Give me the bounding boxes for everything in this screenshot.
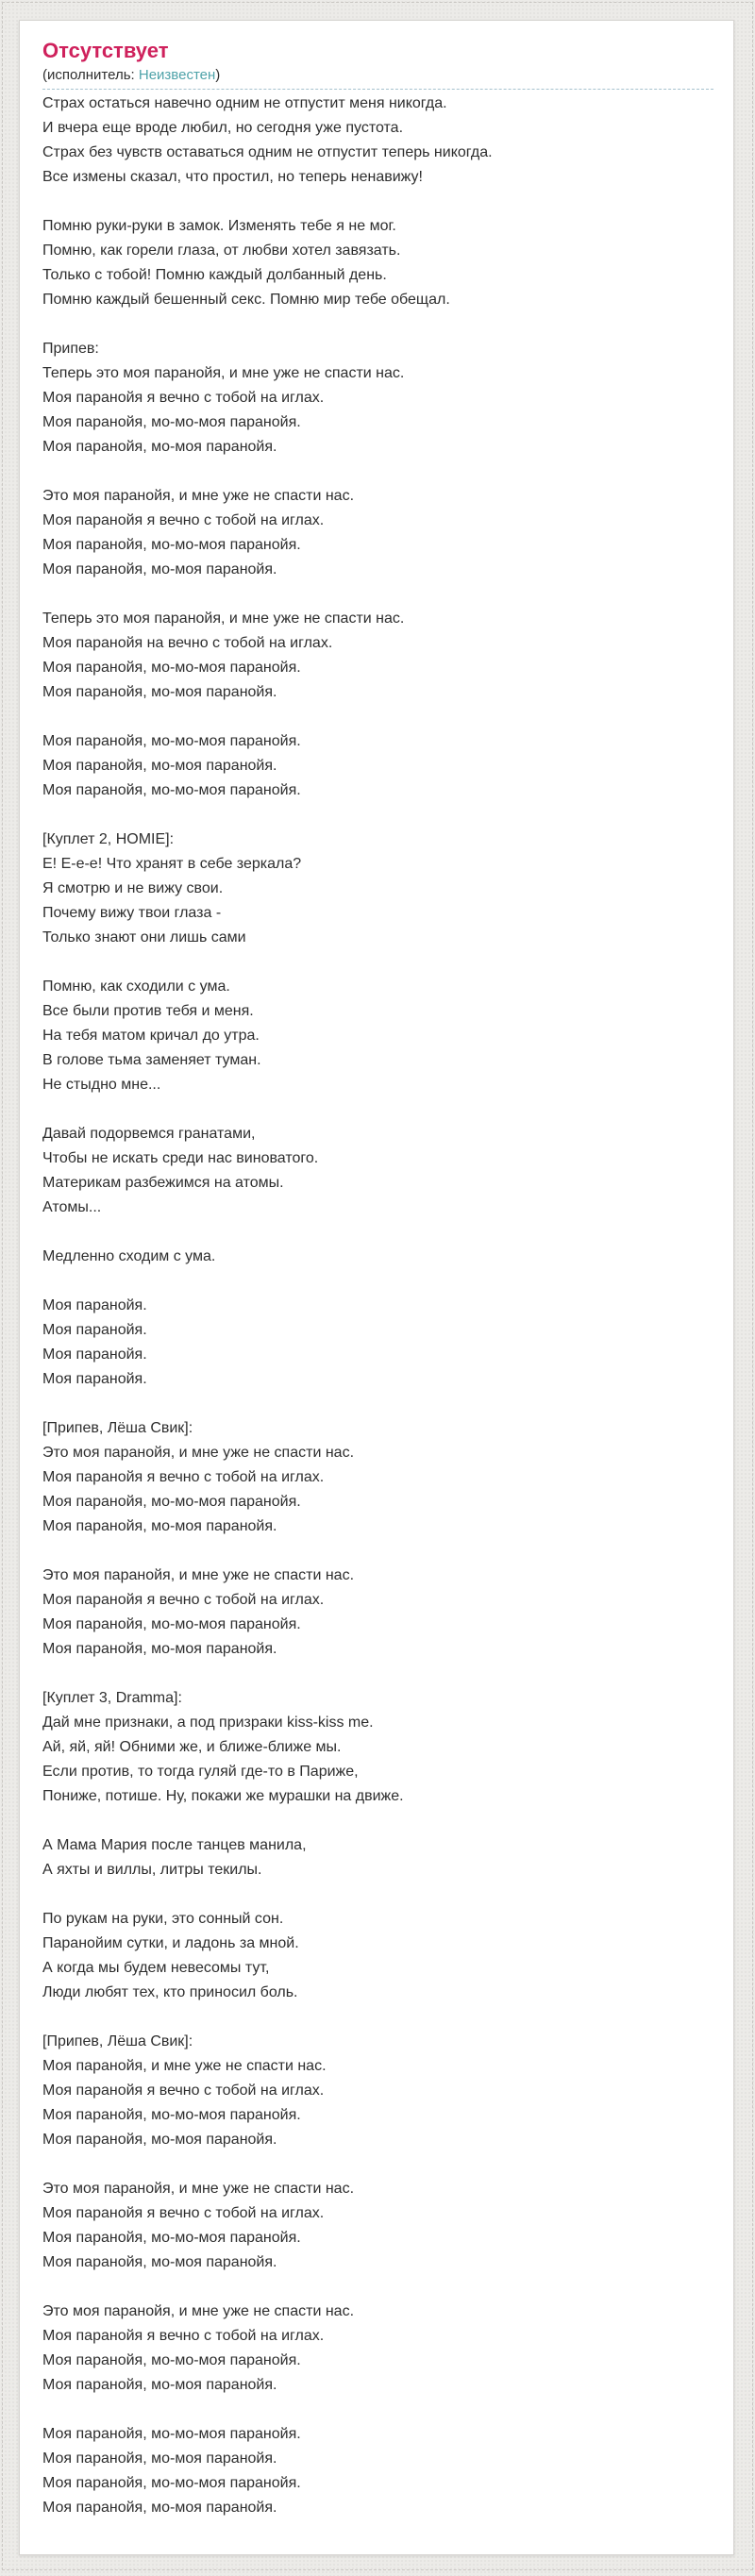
lyric-line: Моя паранойя, мо-моя паранойя. (42, 439, 277, 455)
artist-row (42, 66, 713, 85)
lyric-line: Моя паранойя я вечно с тобой на иглах. (42, 390, 325, 406)
stanza (42, 1564, 713, 1662)
lyric-line: Это моя паранойя, и мне уже не спасти нас. (42, 2303, 355, 2319)
lyric-line: А яхты и виллы, литры текилы. (42, 1862, 262, 1878)
lyric-line: Е! Е-е-е! Что хранят в себе зеркала? (42, 856, 302, 872)
lyric-line: Моя паранойя, мо-мо-моя паранойя. (42, 537, 301, 553)
lyric-line: Моя паранойя, мо-мо-моя паранойя. (42, 1494, 301, 1510)
stanza (42, 2422, 713, 2520)
lyric-line: [Припев, Лёша Свик]: (42, 2033, 193, 2049)
lyric-line: Только знают они лишь сами (42, 929, 246, 945)
stanza (42, 484, 713, 582)
lyric-line: Моя паранойя я вечно с тобой на иглах. (42, 512, 325, 528)
lyric-line: Помню, как сходили с ума. (42, 979, 230, 995)
lyric-line: Моя паранойя. (42, 1347, 147, 1363)
stanza (42, 828, 713, 950)
lyric-line: Моя паранойя я вечно с тобой на иглах. (42, 1469, 325, 1485)
lyric-line: Помню руки-руки в замок. Изменять тебе я не мог. (42, 218, 396, 234)
lyric-line: Моя паранойя, мо-моя паранойя. (42, 1641, 277, 1657)
lyric-line: [Припев, Лёша Свик]: (42, 1420, 193, 1436)
lyric-line: Все были против тебя и меня. (42, 1003, 254, 1019)
lyric-line: По рукам на руки, это сонный сон. (42, 1911, 284, 1927)
lyric-line: Моя паранойя, мо-мо-моя паранойя. (42, 2426, 301, 2442)
song-title-link[interactable]: Отсутствует (42, 39, 169, 62)
lyric-line: Только с тобой! Помню каждый долбанный день. (42, 267, 387, 283)
lyric-line: Припев: (42, 341, 99, 357)
lyric-line: Моя паранойя я вечно с тобой на иглах. (42, 2083, 325, 2099)
stanza (42, 2177, 713, 2275)
lyric-line: Моя паранойя. (42, 1322, 147, 1338)
lyric-line: Страх остаться навечно одним не отпустит меня никогда. (42, 95, 447, 111)
lyric-line: Это моя паранойя, и мне уже не спасти нас. (42, 1567, 355, 1583)
lyric-line: Помню каждый бешенный секс. Помню мир тебе обещал. (42, 292, 450, 308)
lyric-line: Почему вижу твои глаза - (42, 905, 222, 921)
lyric-line: Страх без чувств оставаться одним не отпустит теперь никогда. (42, 144, 493, 160)
lyric-line: Моя паранойя. (42, 1371, 147, 1387)
lyric-line: В голове тьма заменяет туман. (42, 1052, 261, 1068)
lyric-line: На тебя матом кричал до утра. (42, 1028, 260, 1044)
lyric-line: Моя паранойя, мо-мо-моя паранойя. (42, 1616, 301, 1632)
lyric-line: Моя паранойя я вечно с тобой на иглах. (42, 2328, 325, 2344)
lyric-line: Моя паранойя, мо-моя паранойя. (42, 2254, 277, 2270)
lyric-line: Паранойим сутки, и ладонь за мной. (42, 1935, 299, 1951)
lyric-line: И вчера еще вроде любил, но сегодня уже пустота. (42, 120, 404, 136)
lyric-line: Теперь это моя паранойя, и мне уже не спасти нас. (42, 365, 405, 381)
lyric-line: Моя паранойя, мо-мо-моя паранойя. (42, 2107, 301, 2123)
lyric-line: Моя паранойя, мо-моя паранойя. (42, 1518, 277, 1534)
lyric-line: Пониже, потише. Ну, покажи же мурашки на движе. (42, 1788, 404, 1804)
artist-link[interactable]: Неизвестен (138, 67, 216, 83)
lyric-line: [Куплет 3, Dramma]: (42, 1690, 182, 1706)
lyric-line: Моя паранойя я вечно с тобой на иглах. (42, 1592, 325, 1608)
stanza (42, 729, 713, 803)
lyric-line: Дай мне признаки, а под призраки kiss-kiss me. (42, 1715, 374, 1731)
stanza (42, 214, 713, 312)
lyric-line: Моя паранойя. (42, 1297, 147, 1313)
lyric-line: Теперь это моя паранойя, и мне уже не спасти нас. (42, 611, 405, 627)
lyric-line: Помню, как горели глаза, от любви хотел завязать. (42, 243, 401, 259)
lyric-line: Моя паранойя, мо-моя паранойя. (42, 758, 277, 774)
song-header (42, 39, 713, 90)
lyric-line: Ай, яй, яй! Обними же, и ближе-ближе мы. (42, 1739, 342, 1755)
stanza (42, 1907, 713, 2005)
lyric-line: Это моя паранойя, и мне уже не спасти нас. (42, 1445, 355, 1461)
lyric-line: Моя паранойя, мо-мо-моя паранойя. (42, 733, 301, 749)
stanza (42, 607, 713, 705)
lyric-line: Материкам разбежимся на атомы. (42, 1175, 284, 1191)
lyric-line: Моя паранойя, мо-мо-моя паранойя. (42, 2230, 301, 2246)
lyric-line: А Мама Мария после танцев манила, (42, 1837, 307, 1853)
lyric-line: Я смотрю и не вижу свои. (42, 880, 224, 896)
lyric-line: Моя паранойя, мо-моя паранойя. (42, 2500, 277, 2516)
stanza (42, 1833, 713, 1882)
lyric-line: Не стыдно мне... (42, 1077, 161, 1093)
lyric-line: Если против, то тогда гуляй где-то в Париже, (42, 1764, 359, 1780)
stanza (42, 1122, 713, 1220)
lyric-line: Все измены сказал, что простил, но теперь ненавижу! (42, 169, 423, 185)
lyric-line: Моя паранойя, мо-моя паранойя. (42, 2451, 277, 2467)
lyric-line: Моя паранойя, мо-моя паранойя. (42, 684, 277, 700)
artist-suffix-label: ) (215, 67, 221, 83)
stanza (42, 1245, 713, 1269)
stanza (42, 975, 713, 1097)
lyric-line: Это моя паранойя, и мне уже не спасти нас. (42, 488, 355, 504)
lyric-line: Люди любят тех, кто приносил боль. (42, 1984, 298, 2000)
lyric-line: Моя паранойя, мо-моя паранойя. (42, 561, 277, 577)
lyric-line: Давай подорвемся гранатами, (42, 1126, 256, 1142)
lyric-line: Моя паранойя, мо-мо-моя паранойя. (42, 660, 301, 676)
lyric-line: Моя паранойя, мо-мо-моя паранойя. (42, 414, 301, 430)
lyric-line: Моя паранойя, мо-мо-моя паранойя. (42, 2352, 301, 2368)
lyric-line: Моя паранойя, мо-моя паранойя. (42, 2377, 277, 2393)
stanza (42, 2300, 713, 2398)
stanza (42, 92, 713, 190)
stanza (42, 2030, 713, 2152)
lyric-line: Моя паранойя я вечно с тобой на иглах. (42, 2205, 325, 2221)
lyric-line: Моя паранойя, мо-моя паранойя. (42, 2132, 277, 2148)
lyric-line: Чтобы не искать среди нас виноватого. (42, 1150, 319, 1166)
lyrics (42, 92, 713, 2520)
lyric-line: Моя паранойя, и мне уже не спасти нас. (42, 2058, 327, 2074)
lyric-line: Моя паранойя на вечно с тобой на иглах. (42, 635, 333, 651)
artist-prefix-label: (исполнитель: (42, 67, 139, 83)
lyric-line: А когда мы будем невесомы тут, (42, 1960, 270, 1976)
stanza (42, 1416, 713, 1539)
stanza (42, 1294, 713, 1392)
stanza (42, 337, 713, 460)
lyric-line: Медленно сходим с ума. (42, 1248, 216, 1264)
lyric-line: [Куплет 2, HOMIE]: (42, 831, 175, 847)
lyric-line: Моя паранойя, мо-мо-моя паранойя. (42, 782, 301, 798)
lyric-line: Моя паранойя, мо-мо-моя паранойя. (42, 2475, 301, 2491)
lyric-line: Это моя паранойя, и мне уже не спасти нас. (42, 2181, 355, 2197)
stanza (42, 1686, 713, 1809)
lyric-line: Атомы... (42, 1199, 102, 1215)
lyrics-card (19, 20, 734, 2555)
